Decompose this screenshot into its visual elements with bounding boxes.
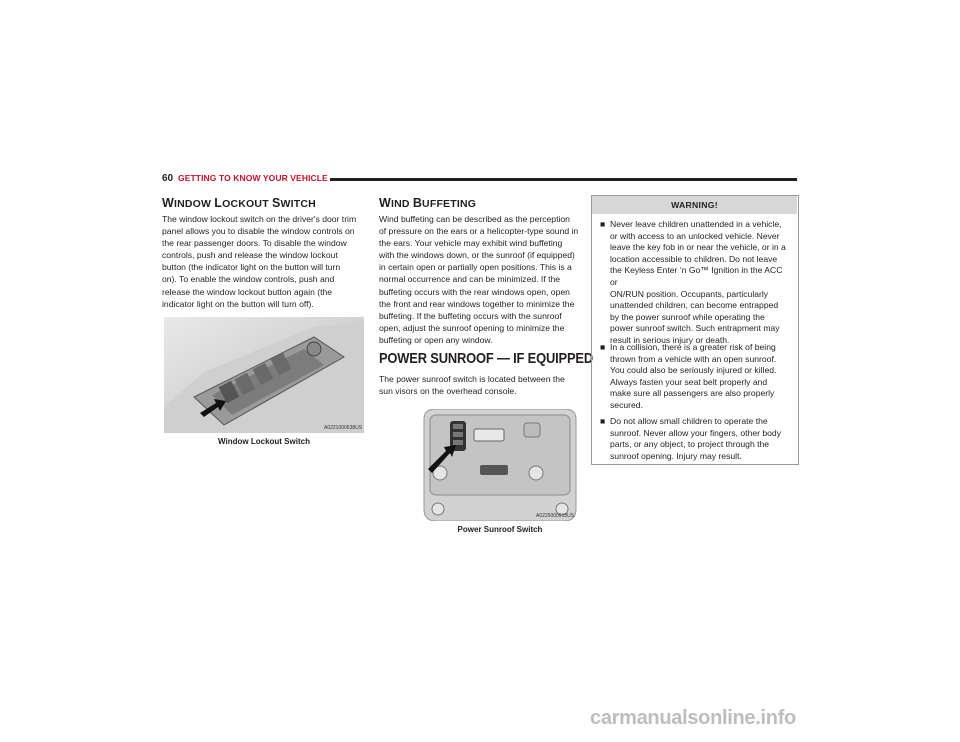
window-lockout-figure	[164, 317, 364, 433]
header-rule	[330, 178, 797, 181]
bullet-icon: ■	[600, 416, 606, 426]
power-sunroof-figure	[420, 409, 580, 521]
watermark: carmanualsonline.info	[590, 707, 796, 729]
warning-item: ■ Never leave children unattended in a vehicle, or with access to an unlocked vehicle. Never leave the key fob in or near the vehicle, or in a location accessible to children. Do not leave the Keyless Enter ‘n Go™ Ignition in the ACC or ON/RUN position. Occupants, particularly unattended children, can become entrapped by the power sunroof while operating the power sunroof switch. Such entrapment may result in serious injury or death.	[600, 219, 786, 345]
power-sunroof-title: POWER SUNROOF — IF EQUIPPED	[379, 350, 593, 367]
wind-buffeting-text: Wind buffeting can be described as the perception of pressure on the ears or a helicopter-type sound in the ears. Your vehicle may exhibit wind buffeting with the windows down, or the sunroof (if equipped) in certain open or partially open positions. This is a normal occurrence and can be minimized. If the buffeting occurs with the rear windows open, open the front and rear windows together to minimize the buffeting. If the buffeting occurs with the sunroof open, adjust the sunroof opening to minimize the buffeting or open any window.	[379, 214, 579, 345]
figure2-code: A0225000915US	[536, 513, 575, 519]
figure1-caption: Window Lockout Switch	[218, 437, 310, 446]
wind-buffeting-title: WIND BUFFETING	[379, 196, 477, 210]
warning-item: ■ In a collision, there is a greater risk of being thrown from a vehicle with an open sunroof. You could also be seriously injured or killed. Always fasten your seat belt properly and make sure all passengers are also properly secured.	[600, 342, 777, 410]
figure1-code: A0221000638US	[324, 425, 363, 431]
page-number: 60	[162, 173, 174, 184]
window-lockout-text: The window lockout switch on the driver's door trim panel allows you to disable the window controls on the rear passenger doors. To disable the window controls, push and release the window lockout button (the indicator light on the button will turn on). To enable the window controls, push and release the window lockout button again (the indicator light on the button will turn off).	[162, 214, 357, 309]
section-title: GETTING TO KNOW YOUR VEHICLE	[178, 173, 328, 183]
window-lockout-title: WINDOW LOCKOUT SWITCH	[162, 196, 316, 210]
warning-heading: WARNING!	[592, 196, 797, 214]
bullet-icon: ■	[600, 219, 606, 229]
warning-item: ■ Do not allow small children to operate the sunroof. Never allow your fingers, other body parts, or any object, to project through the sunroof opening. Injury may result.	[600, 416, 782, 461]
figure2-caption: Power Sunroof Switch	[457, 525, 543, 534]
bullet-icon: ■	[600, 342, 606, 352]
power-sunroof-text: The power sunroof switch is located between the sun visors on the overhead console.	[379, 374, 565, 397]
